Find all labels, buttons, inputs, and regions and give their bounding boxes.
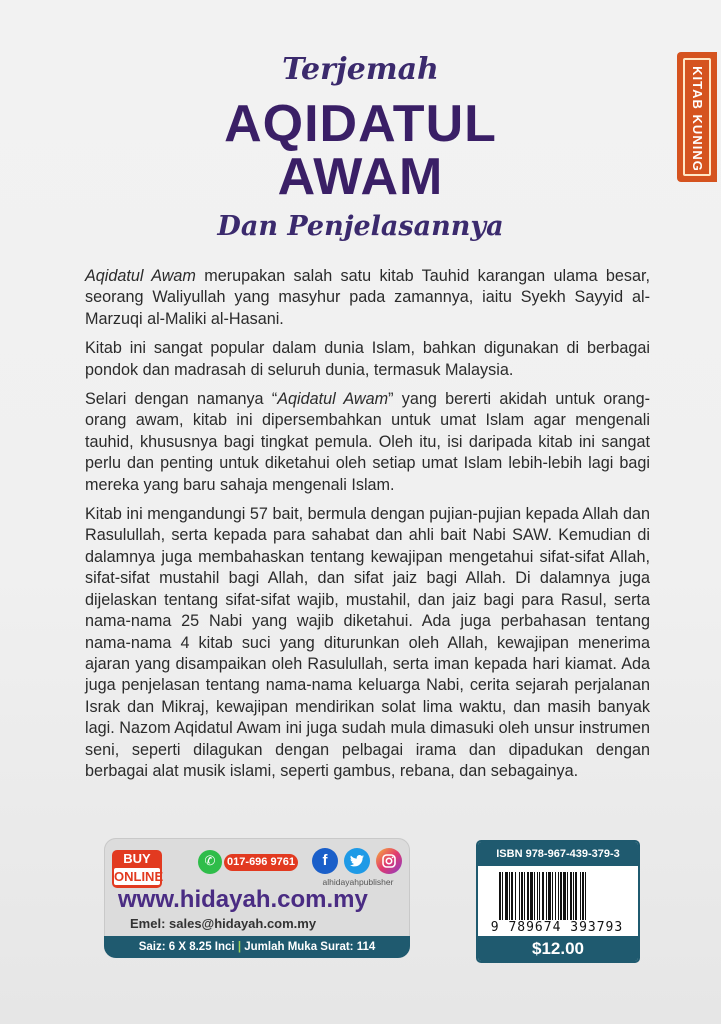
barcode-bar (558, 872, 559, 920)
whatsapp-icon: ✆ (198, 850, 222, 874)
paragraph-3-text: ” yang bererti akidah untuk orang-orang awam, kitab ini dipersembahkan untuk umat Islam agar mengenali tauhid, khususnya bagi tingkat pemula. Oleh itu, isi daripada kitab ini sangat perlu dan penting untuk diketahui oleh setiap umat Islam lebih-lebih lagi bagi mereka yang baru sahaja mengenali Islam. (85, 390, 650, 494)
barcode-bar (573, 872, 574, 920)
title-line-2: AWAM (277, 148, 444, 206)
barcode-bar (570, 872, 572, 920)
book-name-italic: Aqidatul Awam (277, 390, 389, 409)
synopsis-paragraph-2: Kitab ini sangat popular dalam dunia Islam, bahkan digunakan di berbagai pondok dan madrasah di seluruh dunia, termasuk Malaysia. (85, 339, 650, 379)
barcode-bar (552, 872, 553, 920)
online-label: ONLINE (114, 869, 164, 884)
barcode-bar (524, 872, 525, 920)
book-name-italic: Aqidatul Awam (85, 267, 196, 285)
buy-label: BUY (123, 851, 151, 866)
synopsis-paragraph-3 (85, 389, 650, 496)
barcode-bar (555, 872, 556, 920)
page-count: Jumlah Muka Surat: 114 (244, 941, 376, 953)
barcode (498, 872, 622, 920)
barcode-bar (521, 872, 523, 920)
barcode-bar (534, 872, 535, 920)
barcode-bar (548, 872, 551, 920)
barcode-bar (582, 872, 584, 920)
title-subtitle: Dan Penjelasannya (217, 211, 504, 242)
price-label: $12.00 (478, 936, 638, 961)
barcode-digits: 9 789674 393793 (490, 920, 624, 935)
barcode-bar (537, 872, 538, 920)
barcode-bar (499, 872, 501, 920)
barcode-bar (567, 872, 568, 920)
buy-online-badge (112, 850, 162, 888)
barcode-bar (563, 872, 566, 920)
barcode-bar (542, 872, 544, 920)
book-specs-bar (104, 936, 410, 958)
synopsis-paragraph-1 (85, 266, 650, 330)
publisher-logo-text: KITAB KUNING (690, 66, 705, 172)
barcode-bar (546, 872, 547, 920)
barcode-bar (515, 872, 516, 920)
twitter-bird-icon (350, 855, 364, 867)
paragraph-3-lead: Selari dengan namanya “ (85, 390, 278, 409)
website-url: www.hidayah.com.my (118, 886, 368, 913)
social-handle: alhidayahpublisher (322, 877, 394, 887)
isbn-price-box (476, 840, 640, 963)
barcode-bar (585, 872, 586, 920)
title-prefix: Terjemah (282, 52, 439, 87)
twitter-icon (344, 848, 370, 874)
barcode-bar (519, 872, 520, 920)
barcode-bar (560, 872, 562, 920)
synopsis (85, 266, 650, 790)
barcode-bar (527, 872, 529, 920)
barcode-bar (509, 872, 510, 920)
barcode-bar (505, 872, 508, 920)
barcode-bar (511, 872, 513, 920)
title-line-1: AQIDATUL (224, 95, 497, 153)
specs-separator: | (237, 941, 242, 953)
instagram-icon (376, 848, 402, 874)
barcode-bar (575, 872, 577, 920)
phone-number: 017-696 9761 (224, 854, 298, 871)
isbn-number: ISBN 978-967-439-379-3 (478, 842, 638, 866)
facebook-icon: f (312, 848, 338, 874)
book-size: Saiz: 6 X 8.25 Inci (138, 941, 235, 953)
publisher-promo-box (104, 838, 410, 958)
sales-email: Emel: sales@hidayah.com.my (130, 916, 317, 931)
paragraph-1-text: merupakan salah satu kitab Tauhid karangan ulama besar, seorang Waliyullah yang masyhur pada zamannya, iaitu Syekh Sayyid al-Marzuqi al-Maliki al-Hasani. (85, 267, 651, 328)
barcode-bar (580, 872, 581, 920)
barcode-bar (539, 872, 540, 920)
synopsis-paragraph-4: Kitab ini mengandungi 57 bait, bermula dengan pujian-pujian kepada Allah dan Rasulullah, serta kepada para sahabat dan ahli bait Nabi SAW. Kemudian di dalamnya juga membahaskan tentang kewajipan mengetahui sifat-sifat Allah, sifat-sifat mustahil bagi Allah, dan sifat jaiz bagi Allah. Di dalamnya juga dijelaskan tentang sifat-sifat wajib, mustahil, dan jaiz bagi para Rasul, serta nama-nama 25 Nabi yang wajib diketahui. Ada juga perbahasan tentang nama-nama 4 kitab suci yang diturunkan oleh Allah, kewajipan menerima ajaran yang disampaikan oleh Rasulullah, serta iman kepada hari kiamat. Ada juga penjelasan tentang nama-nama keluarga Nabi, cerita sejarah perjalanan Israk dan Mikraj, kewajipan mendirikan solat lima waktu, dan masih banyak lagi. Nazom Aqidatul Awam ini juga sudah mula dimasuki oleh unsur instrumen seni, seperti dilagukan dengan pelbagai irama dan dipadukan dengan berbagai alat musik islami, seperti gambus, rebana, dan sebagainya. (85, 505, 650, 780)
instagram-glyph-icon (382, 854, 396, 868)
barcode-bar (530, 872, 533, 920)
barcode-bar (502, 872, 503, 920)
